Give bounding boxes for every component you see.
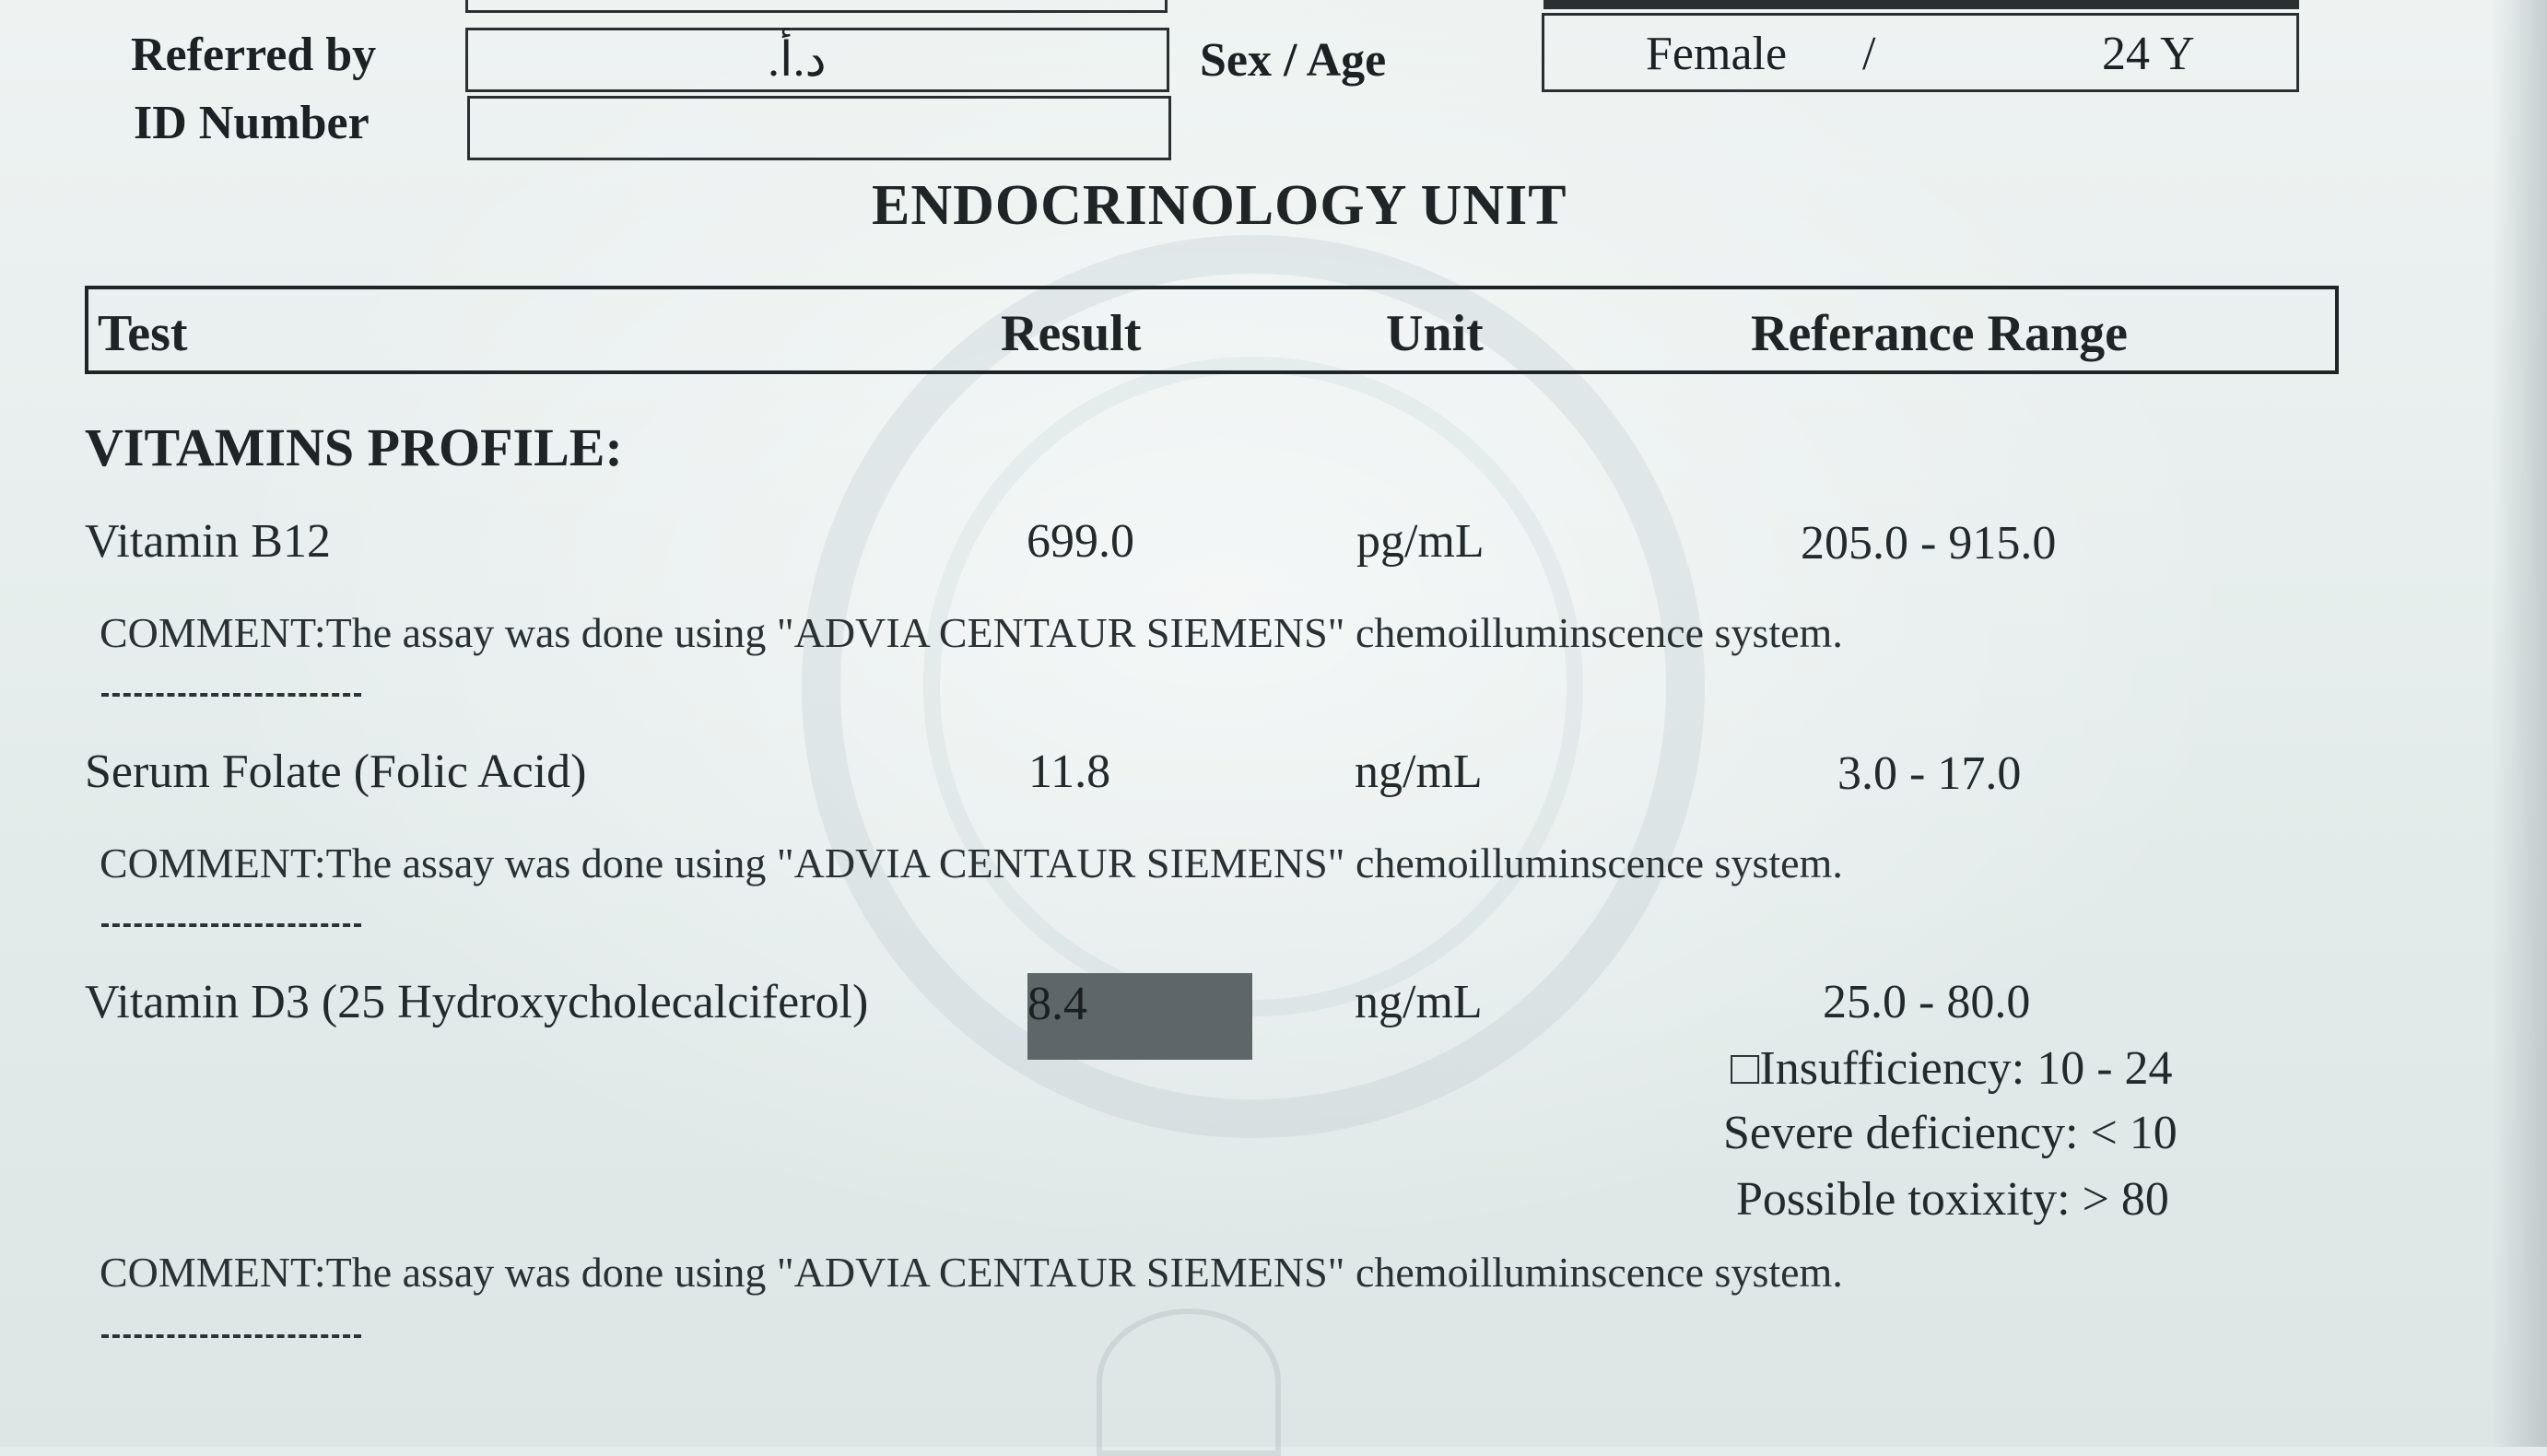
sex-value: Female <box>1646 28 1788 80</box>
separator-line <box>101 1334 361 1338</box>
sex-age-separator: / <box>1862 28 1876 80</box>
test-name-vitamin-d3: Vitamin D3 (25 Hydroxycholecalciferol) <box>85 976 869 1028</box>
test-name-vitamin-b12: Vitamin B12 <box>85 515 331 568</box>
watermark-mark <box>1097 1309 1281 1456</box>
test-comment-vitamin-b12: COMMENT:The assay was done using "ADVIA CENTAUR SIEMENS" chemoilluminscence system. <box>100 609 1843 656</box>
referred-by-value: د.أ. <box>768 34 827 87</box>
test-result-vitamin-b12: 699.0 <box>1027 515 1134 568</box>
age-value: 24 Y <box>2102 28 2195 80</box>
separator-line <box>101 693 361 697</box>
range-note-possible-toxicity: Possible toxixity: > 80 <box>1736 1173 2169 1226</box>
test-unit-serum-folate: ng/mL <box>1355 746 1483 798</box>
test-range-vitamin-b12: 205.0 - 915.0 <box>1801 517 2057 569</box>
column-header-unit: Unit <box>1386 305 1484 362</box>
test-unit-vitamin-d3: ng/mL <box>1355 976 1483 1028</box>
test-comment-vitamin-d3: COMMENT:The assay was done using "ADVIA CENTAUR SIEMENS" chemoilluminscence system. <box>100 1249 1843 1296</box>
test-comment-serum-folate: COMMENT:The assay was done using "ADVIA CENTAUR SIEMENS" chemoilluminscence system. <box>100 840 1843 887</box>
range-note-severe-deficiency: Severe deficiency: < 10 <box>1723 1107 2177 1159</box>
test-range-serum-folate: 3.0 - 17.0 <box>1837 747 2022 800</box>
page-title: ENDOCRINOLOGY UNIT <box>872 174 1567 237</box>
test-range-vitamin-d3: 25.0 - 80.0 <box>1823 976 2031 1028</box>
referred-by-field[interactable] <box>465 28 1169 92</box>
column-header-range: Referance Range <box>1751 305 2128 362</box>
section-title: VITAMINS PROFILE: <box>85 417 623 477</box>
id-number-field[interactable] <box>467 96 1171 160</box>
test-unit-vitamin-b12: pg/mL <box>1356 515 1485 568</box>
top-field-box-stub <box>465 0 1168 13</box>
sex-age-field <box>1542 13 2299 92</box>
column-header-test: Test <box>98 305 188 362</box>
table-header <box>85 286 2339 374</box>
sex-age-label: Sex / Age <box>1200 34 1387 87</box>
id-number-label: ID Number <box>134 97 370 149</box>
test-result-vitamin-d3: 8.4 <box>1027 978 1087 1030</box>
separator-line <box>101 923 361 927</box>
top-right-box-stub <box>1543 0 2299 9</box>
column-header-result: Result <box>1001 305 1142 362</box>
referred-by-label: Referred by <box>131 29 377 81</box>
test-name-serum-folate: Serum Folate (Folic Acid) <box>85 746 587 798</box>
page-edge-shadow <box>2492 0 2547 1447</box>
range-note-insufficiency: □Insufficiency: 10 - 24 <box>1731 1042 2173 1095</box>
test-result-serum-folate: 11.8 <box>1028 746 1111 798</box>
